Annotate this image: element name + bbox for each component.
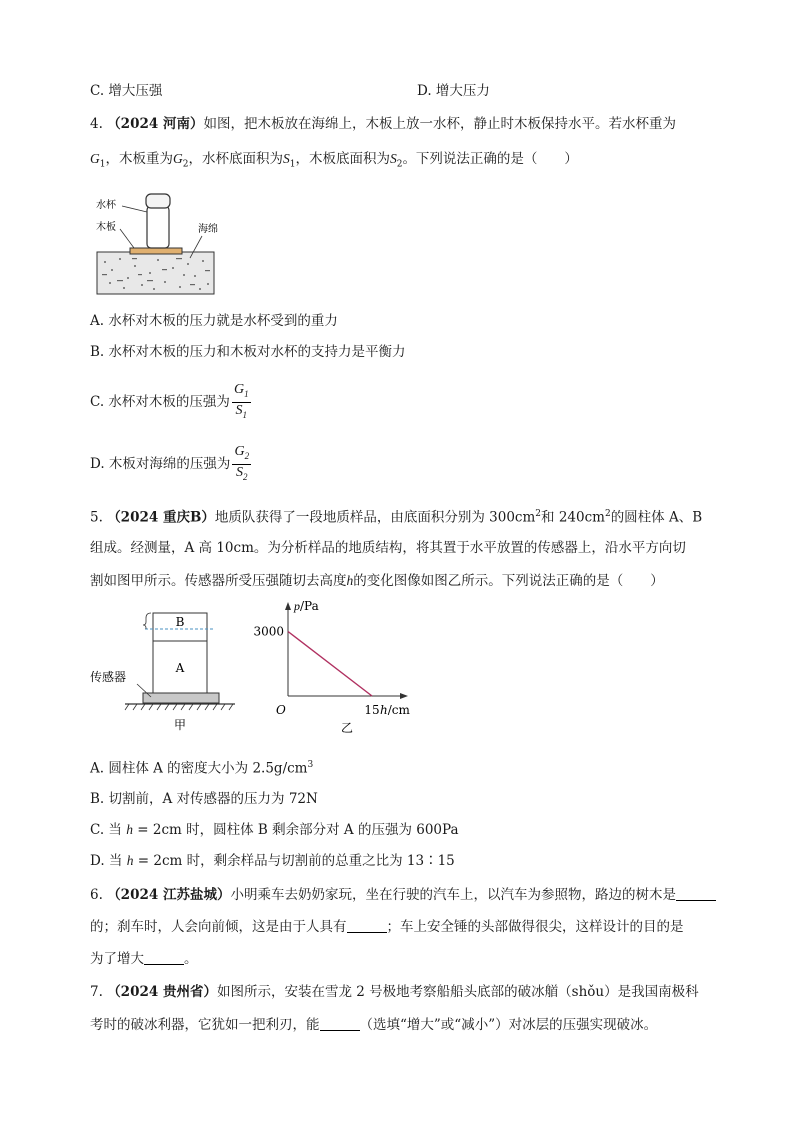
cup bbox=[147, 206, 169, 248]
q4-option-b: B. 水杯对木板的压力和木板对水杯的支持力是平衡力 bbox=[90, 344, 406, 360]
q7-blank-1[interactable] bbox=[320, 1016, 360, 1031]
q4-stem-line2: $G_1$，木板重为$G_2$，水杯底面积为$S_1$，木板底面积为$S_2$。下列说法正确的是（ ） bbox=[90, 151, 578, 170]
y-axis-label: p/Pa bbox=[294, 599, 319, 613]
q7-stem-line1: 7. （2024 贵州省）如图所示，安装在雪龙 2 号极地考察船船头底部的破冰艏（shǒu）是我国南极科 bbox=[90, 984, 699, 1000]
q6-stem-line2: 的；刹车时，人会向前倾，这是由于人具有 ；车上安全锤的头部做得很尖，这样设计的目的是 bbox=[90, 919, 684, 935]
q4-source-tag: （2024 河南） bbox=[107, 116, 204, 132]
q6-stem-line3: 为了增大 。 bbox=[90, 951, 198, 967]
q4-option-d: D. 木板对海绵的压强为 $\frac{G_2}{S_2}$ bbox=[90, 444, 251, 485]
caption-yi: 乙 bbox=[340, 721, 354, 735]
y-axis-arrow bbox=[285, 602, 291, 610]
q6-blank-2[interactable] bbox=[347, 918, 387, 933]
q4-number: 4. bbox=[90, 116, 103, 132]
q4-option-c: C. 水杯对木板的压强为 $\frac{G_1}{S_1}$ bbox=[90, 382, 251, 423]
board bbox=[130, 248, 182, 254]
q7-source-tag: （2024 贵州省） bbox=[107, 984, 217, 1000]
q5-chart-yi bbox=[250, 596, 420, 736]
y-tick-label: 3000 bbox=[253, 624, 284, 639]
q4-option-a: A. 水杯对木板的压力就是水杯受到的重力 bbox=[90, 313, 338, 329]
board-label: 木板 bbox=[96, 222, 116, 233]
sponge-label: 海绵 bbox=[198, 224, 218, 235]
q5-option-d: D. 当 h = 2cm 时，剩余样品与切割前的总重之比为 13∶15 bbox=[90, 853, 455, 869]
q6-source-tag: （2024 江苏盐城） bbox=[107, 887, 231, 903]
ground-hatch bbox=[125, 704, 233, 710]
q3-option-d: D. 增大压力 bbox=[417, 83, 490, 99]
q5-stem-line1: 5. （2024 重庆B）地质队获得了一段地质样品，由底面积分别为 $300cm^2$和 $240cm^2$的圆柱体 A、B bbox=[90, 509, 703, 526]
label-b: B bbox=[175, 615, 185, 629]
sponge bbox=[97, 252, 214, 294]
series-line bbox=[288, 632, 372, 697]
q4-stem-line1: 4. （2024 河南）如图，把木板放在海绵上，木板上放一水杯，静止时木板保持水平。若水杯重为 bbox=[90, 116, 676, 132]
sensor bbox=[143, 693, 219, 703]
cup-label: 水杯 bbox=[96, 200, 116, 211]
x-axis-arrow bbox=[400, 693, 408, 699]
q7-stem-line2: 考时的破冰利器，它犹如一把利刃，能 （选填“增大”或“减小”）对冰层的压强实现破冰。 bbox=[90, 1017, 658, 1033]
q5-figure-jia bbox=[85, 605, 245, 735]
q5-option-b: B. 切割前，A 对传感器的压力为 72N bbox=[90, 791, 318, 807]
x-axis-label: h/cm bbox=[380, 703, 410, 717]
caption-jia: 甲 bbox=[173, 718, 187, 732]
q5-option-c: C. 当 h = 2cm 时，圆柱体 B 剩余部分对 A 的压强为 600Pa bbox=[90, 822, 459, 838]
board-leader bbox=[120, 229, 134, 248]
q6-blank-3[interactable] bbox=[144, 950, 184, 965]
origin-label: O bbox=[276, 703, 286, 717]
fraction-g2-s2: $\frac{G_2}{S_2}$ bbox=[234, 444, 250, 482]
q5-option-a: A. 圆柱体 A 的密度大小为 $2.5g/cm^3$ bbox=[90, 760, 314, 777]
cup-lid bbox=[146, 194, 170, 208]
q5-stem-line2: 组成。经测量，A 高 10cm。为分析样品的地质结构，将其置于水平放置的传感器上，沿水平方向切 bbox=[90, 540, 686, 556]
q6-blank-1[interactable] bbox=[676, 886, 716, 901]
q5-number: 5. bbox=[90, 509, 103, 526]
q5-stem-line3: 割如图甲所示。传感器所受压强随切去高度h的变化图像如图乙所示。下列说法正确的是（ ） bbox=[90, 573, 664, 589]
q6-number: 6. bbox=[90, 887, 103, 903]
x-tick-label: 15 bbox=[364, 703, 380, 717]
cup-leader bbox=[122, 206, 147, 212]
q3-option-c: C. 增大压强 bbox=[90, 83, 163, 99]
q5-source-tag: （2024 重庆B） bbox=[107, 509, 215, 526]
cut-height-brace bbox=[143, 613, 151, 629]
label-a: A bbox=[175, 661, 185, 675]
q4-figure-cup-board-sponge bbox=[90, 188, 225, 298]
q7-number: 7. bbox=[90, 984, 103, 1000]
label-sensor: 传感器 bbox=[90, 670, 127, 684]
q6-stem-line1: 6. （2024 江苏盐城）小明乘车去奶奶家玩，坐在行驶的汽车上，以汽车为参照物，路边的树木是 bbox=[90, 886, 716, 904]
fraction-g1-s1: $\frac{G_1}{S_1}$ bbox=[233, 382, 249, 420]
